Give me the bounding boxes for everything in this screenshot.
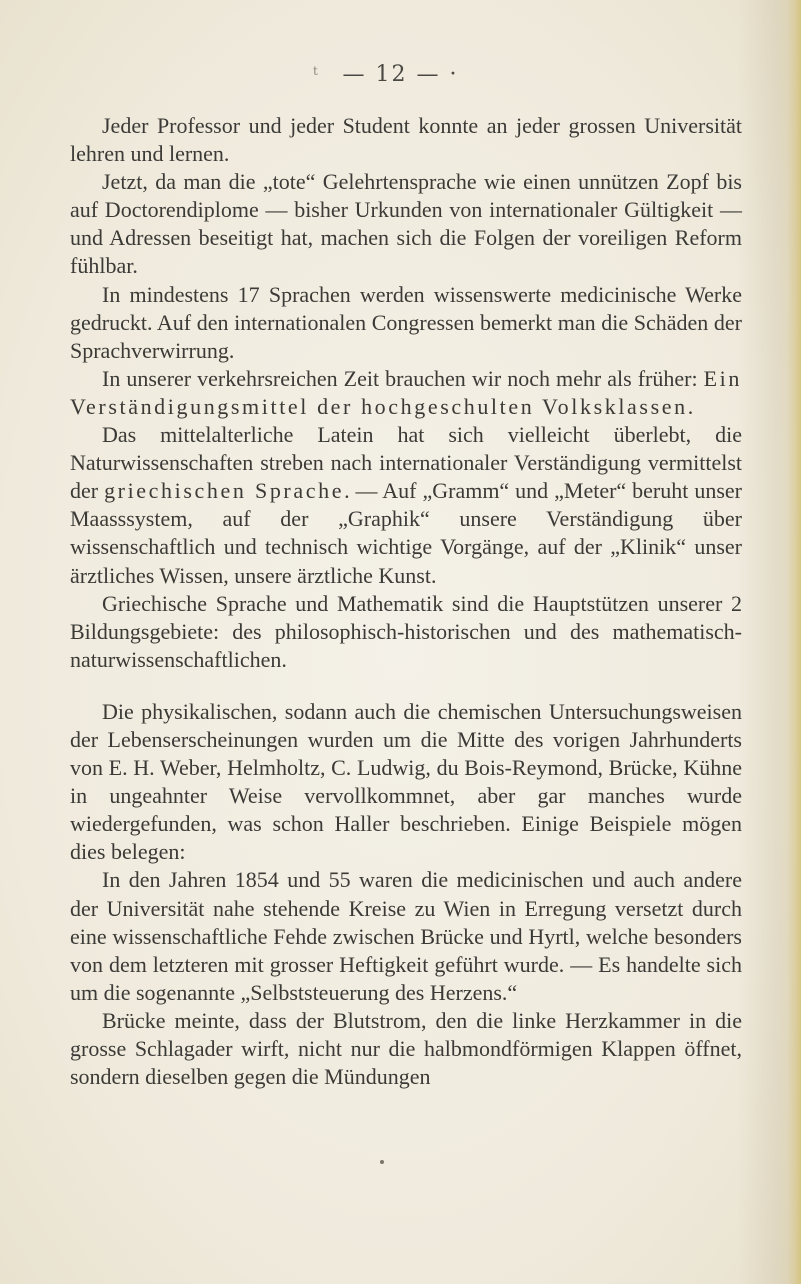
paragraph: Jeder Professor und jeder Student konnte an jeder grossen Universität lehren und lernen. — [70, 113, 742, 167]
page-number: — 12 — · — [342, 62, 459, 87]
paragraph: Jetzt, da man die „tote“ Gelehrtensprache wie einen unnützen Zopf bis auf Doctorendiplome — bisher Urkunden von internationaler Gültigkeit — und Adressen beseitigt hat, machen sich die Folgen der voreiligen Reform fühlbar. — [70, 169, 742, 279]
paragraph — [70, 421, 742, 590]
paragraph: Griechische Sprache und Mathematik sind die Hauptstützen unserer 2 Bildungsgebiete: des philosophisch-historischen und des mathematisch-naturwissenschaftlichen. — [70, 590, 742, 672]
page-edge-shading — [787, 0, 801, 1284]
paragraph — [70, 365, 742, 421]
paragraph-text: . — [687, 393, 694, 419]
paragraph-text: In unserer verkehrsreichen Zeit brauchen wir noch mehr als früher: — [102, 365, 704, 391]
ink-speck — [380, 1160, 384, 1164]
paragraph: In den Jahren 1854 und 55 waren die medicinischen und auch andere der Universität nahe stehende Kreise zu Wien in Erregung versetzt durch eine wissenschaftliche Fehde zwischen Brücke und Hyrtl, welche besonders von dem letzteren mit grosser Heftigkeit geführt wurde. — Es handelte sich um die sogenannte „Selbststeuerung des Herzens.“ — [70, 867, 742, 1005]
margin-mark: t — [313, 64, 318, 78]
paragraph-text: . — Auf „Gramm“ und „Meter“ beruht unser Maasssystem, auf der „Graphik“ unsere Verständigung über wissenschaftlich und technisch wichtige Vorgänge, auf der „Klinik“ unser ärztliches Wissen, unsere ärztliche Kunst. — [70, 478, 742, 588]
paragraph: Die physikalischen, sodann auch die chemischen Untersuchungsweisen der Lebenserscheinungen wurden um die Mitte des vorigen Jahrhunderts von E. H. Weber, Helmholtz, C. Ludwig, du Bois-Reymond, Brücke, Kühne in ungeahnter Weise vervollkommnet, aber gar manches wurde wiedergefunden, was schon Haller beschrieben. Einige Beispiele mögen dies belegen: — [70, 698, 742, 865]
paragraph-text: Das mittelalterliche Latein hat sich vielleicht überlebt, die Naturwissenschaften streben nach internationaler Verständigung vermittelst der — [70, 422, 742, 504]
paragraph: In mindestens 17 Sprachen werden wissenswerte medicinische Werke gedruckt. Auf den internationalen Congressen bemerkt man die Schäden der Sprachverwirrung. — [70, 281, 742, 363]
emphasized-text: griechischen Sprache — [104, 478, 345, 504]
body-text — [70, 112, 742, 1091]
paragraph: Brücke meinte, dass der Blutstrom, den die linke Herzkammer in die grosse Schlagader wirft, nicht nur die halbmondförmigen Klappen öffnet, sondern dieselben gegen die Mündungen — [70, 1007, 742, 1090]
emphasized-text: Ein Verständigungsmittel der hochgeschulten Volksklassen — [70, 365, 742, 419]
